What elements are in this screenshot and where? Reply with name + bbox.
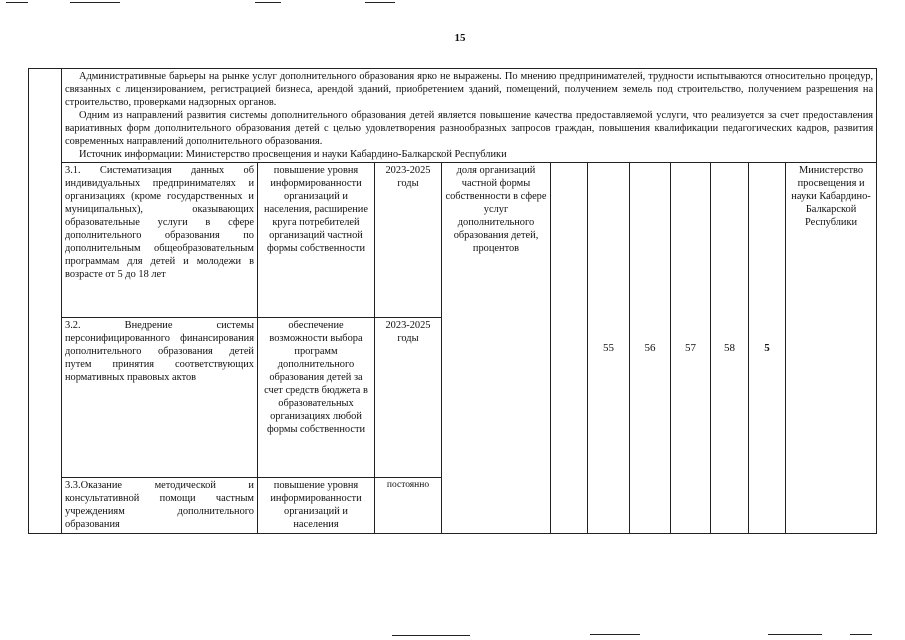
indicator-value-5: 5 <box>749 163 786 534</box>
scan-mark-top-left-2 <box>70 2 120 3</box>
indicator-value-2: 56 <box>630 163 671 534</box>
scan-mark-top-left <box>6 2 28 3</box>
indicator-value-4: 58 <box>711 163 749 534</box>
measure-3-3-text: 3.3.Оказание методической и консультативной помощи частным учреждениям дополнительного образования <box>62 478 258 534</box>
intro-paragraph-1: Административные барьеры на рынке услуг дополнительного образования ярко не выражены. По мнению предпринимателей, трудности испытываются относительно процедур, связанных с лицензированием, регистрацией бизнеса, арендой зданий, приобретением зданий, помещений, получением земель под строительство, получением разрешения на строительство, проверками надзорных органов. <box>65 71 874 108</box>
indicator-value-1: 55 <box>588 163 630 534</box>
scan-mark-top-center-2 <box>365 2 395 3</box>
measure-3-1-period: 2023-2025 годы <box>375 163 442 318</box>
scan-mark-top-center <box>255 2 281 3</box>
responsible-executor: Министерство просвещения и науки Кабардино-Балкарской Республики <box>786 163 877 534</box>
measure-3-3-result: повышение уровня информированности организаций и населения <box>258 478 375 534</box>
scan-mark-bottom-center <box>590 634 640 635</box>
scan-mark-bottom-left <box>392 635 470 636</box>
intro-cell <box>62 69 877 163</box>
measure-3-1-text: 3.1. Систематизация данных об индивидуальных предпринимателях и организациях (кроме государственных и муниципальных), оказывающих образовательные услуги в сфере дополнительного образования по дополнительным общеобразовательным программам для детей и молодежи в возрасте от 5 до 18 лет <box>62 163 258 318</box>
scan-mark-bottom-right-2 <box>850 634 872 635</box>
indicator-value-base <box>551 163 588 534</box>
measures-table <box>28 68 877 534</box>
left-margin-cell <box>29 69 62 534</box>
measure-3-2-period: 2023-2025 годы <box>375 318 442 478</box>
intro-row <box>29 69 877 163</box>
measure-row-1 <box>29 163 877 318</box>
indicator-name: доля организаций частной формы собственности в сфере услуг дополнительного образования детей, процентов <box>442 163 551 534</box>
scan-mark-bottom-right <box>768 634 822 635</box>
measure-3-2-result: обеспечение возможности выбора программ дополнительного образования детей за счет средств бюджета в образовательных организациях любой формы собственности <box>258 318 375 478</box>
measure-3-3-period: постоянно <box>375 478 442 534</box>
measure-3-2-text: 3.2. Внедрение системы персонифицированного финансирования дополнительного образования детей путем принятия соответствующих нормативных правовых актов <box>62 318 258 478</box>
intro-paragraph-2: Одним из направлений развития системы дополнительного образования детей является повышение качества предоставляемой услуги, что реализуется за счет предоставления вариативных форм дополнительного образования детей с целью удовлетворения разнообразных запросов граждан, повышения квалификации педагогических кадров, развития современных направлений дополнительного образования. <box>65 110 874 147</box>
indicator-value-3: 57 <box>671 163 711 534</box>
source-line: Источник информации: Министерство просвещения и науки Кабардино-Балкарской Республики <box>79 149 507 160</box>
measure-3-1-result: повышение уровня информированности организаций и населения, расширение круга потребителей организаций частной формы собственности <box>258 163 375 318</box>
page-number: 15 <box>454 32 466 44</box>
